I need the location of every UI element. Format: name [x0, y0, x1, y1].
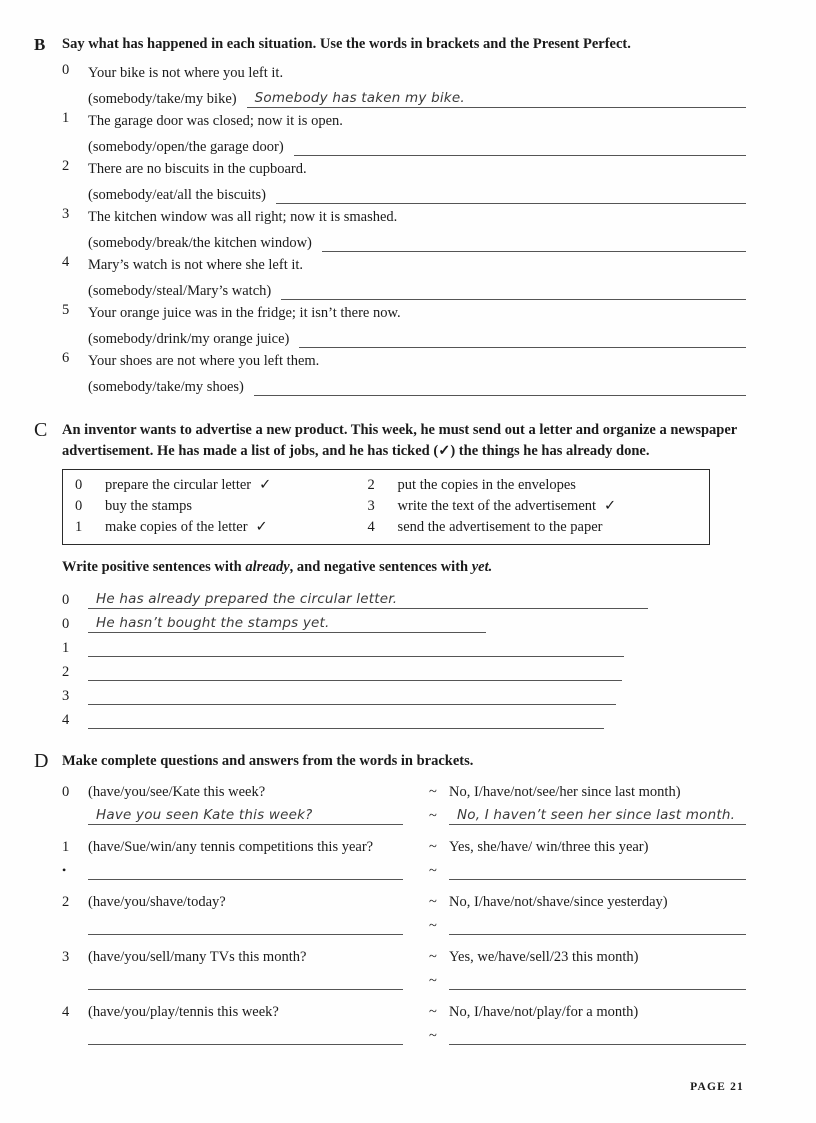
- item-number: 4: [62, 254, 70, 270]
- prompt-text: (somebody/take/my bike): [88, 91, 237, 107]
- tick-icon: ✓: [604, 498, 617, 514]
- answer-answer-line[interactable]: [449, 971, 746, 990]
- situation-text: Your bike is not where you left it.: [88, 65, 284, 81]
- handwritten-answer: He hasn’t bought the stamps yet.: [96, 615, 330, 631]
- item-marker: •: [62, 863, 67, 877]
- answer-line[interactable]: [88, 590, 648, 609]
- tick-icon: ✓: [259, 477, 272, 493]
- item-number: 0: [62, 784, 70, 800]
- situation-text: The garage door was closed; now it is open.: [88, 113, 343, 129]
- checklist-item: [69, 475, 362, 496]
- answer-line[interactable]: [88, 614, 486, 633]
- section-b-instruction: Say what has happened in each situation. Use the words in brackets and the Present Perfect.: [62, 36, 631, 52]
- tilde-separator: ~: [429, 973, 437, 989]
- prompt-text: (somebody/break/the kitchen window): [88, 235, 312, 251]
- question-prompt: (have/you/see/Kate this week?: [88, 784, 266, 800]
- tilde-separator: ~: [429, 1028, 437, 1044]
- section-c-letter: C: [34, 419, 48, 441]
- handwritten-answer: Have you seen Kate this week?: [96, 807, 313, 823]
- answer-row: [62, 633, 746, 657]
- item-number: 0: [62, 592, 70, 608]
- answer-line[interactable]: [276, 185, 746, 204]
- exercise-item: [62, 110, 746, 156]
- prompt-text: (somebody/steal/Mary’s watch): [88, 283, 272, 299]
- checklist-item: [362, 517, 705, 538]
- item-number: 1: [62, 110, 70, 126]
- tick-icon: ✓: [255, 519, 268, 535]
- page-footer: PAGE 21: [690, 1081, 744, 1093]
- checklist-item: [69, 496, 362, 517]
- question-prompt: (have/you/shave/today?: [88, 894, 226, 910]
- qa-item: [62, 999, 746, 1045]
- qa-item: [62, 779, 746, 825]
- tilde-separator: ~: [429, 839, 437, 855]
- write-instruction-part: Write positive sentences with: [62, 559, 246, 575]
- exercise-item: [62, 350, 746, 396]
- tilde-separator: ~: [429, 1004, 437, 1020]
- question-prompt: (have/you/sell/many TVs this month?: [88, 949, 307, 965]
- answer-row: [62, 585, 746, 609]
- section-c-write-instruction: [62, 557, 746, 578]
- answer-answer-line[interactable]: [449, 1026, 746, 1045]
- answer-prompt: No, I/have/not/shave/since yesterday): [449, 894, 668, 910]
- section-c: [34, 420, 746, 729]
- situation-text: There are no biscuits in the cupboard.: [88, 161, 307, 177]
- answer-prompt: Yes, we/have/sell/23 this month): [449, 949, 639, 965]
- tilde-separator: ~: [429, 784, 437, 800]
- question-answer-line[interactable]: [88, 861, 403, 880]
- item-number: 3: [62, 688, 70, 704]
- item-number: 1: [62, 640, 70, 656]
- checklist-text: put the copies in the envelopes: [397, 477, 576, 493]
- handwritten-answer: No, I haven’t seen her since last month.: [457, 807, 736, 823]
- exercise-item: [62, 254, 746, 300]
- answer-line[interactable]: [322, 233, 746, 252]
- item-number: 0: [75, 498, 83, 514]
- item-number: 3: [62, 206, 70, 222]
- qa-item: [62, 944, 746, 990]
- answer-line[interactable]: [88, 638, 624, 657]
- write-instruction-part: , and negative sentences with: [289, 559, 472, 575]
- prompt-text: (somebody/eat/all the biscuits): [88, 187, 266, 203]
- item-number: 4: [62, 712, 70, 728]
- answer-row: [62, 609, 746, 633]
- answer-answer-line[interactable]: [449, 861, 746, 880]
- tick-icon: [603, 517, 611, 538]
- checklist-text: write the text of the advertisement: [397, 498, 597, 514]
- checklist-text: buy the stamps: [105, 498, 192, 514]
- item-number: 0: [75, 477, 83, 493]
- item-number: 2: [367, 477, 375, 493]
- checklist-text: prepare the circular letter: [105, 477, 252, 493]
- section-b-letter: B: [34, 35, 46, 54]
- item-number: 3: [62, 949, 70, 965]
- exercise-item: [62, 62, 746, 108]
- question-answer-line[interactable]: [88, 806, 403, 825]
- section-d-instruction: Make complete questions and answers from the words in brackets.: [62, 753, 474, 769]
- tilde-separator: ~: [429, 808, 437, 824]
- answer-row: [62, 705, 746, 729]
- answer-line[interactable]: [88, 686, 616, 705]
- answer-line[interactable]: [88, 662, 622, 681]
- question-prompt: (have/you/play/tennis this week?: [88, 1004, 279, 1020]
- item-number: 3: [367, 498, 375, 514]
- answer-line[interactable]: [294, 137, 746, 156]
- item-number: 0: [62, 616, 70, 632]
- keyword-yet: yet.: [471, 559, 493, 575]
- prompt-text: (somebody/take/my shoes): [88, 379, 244, 395]
- job-checklist: [62, 469, 710, 545]
- section-d-letter: D: [34, 750, 49, 772]
- tilde-separator: ~: [429, 918, 437, 934]
- item-number: 4: [367, 519, 375, 535]
- keyword-already: already: [245, 559, 290, 575]
- answer-line[interactable]: [254, 377, 746, 396]
- situation-text: Your shoes are not where you left them.: [88, 353, 320, 369]
- item-number: 6: [62, 350, 70, 366]
- answer-prompt: No, I/have/not/see/her since last month): [449, 784, 681, 800]
- handwritten-answer: Somebody has taken my bike.: [254, 90, 465, 106]
- item-number: 0: [62, 62, 70, 78]
- checklist-text: send the advertisement to the paper: [397, 519, 603, 535]
- exercise-item: [62, 158, 746, 204]
- situation-text: The kitchen window was all right; now it is smashed.: [88, 209, 398, 225]
- situation-text: Mary’s watch is not where she left it.: [88, 257, 304, 273]
- item-number: 1: [75, 519, 83, 535]
- answer-answer-line[interactable]: [449, 916, 746, 935]
- question-answer-line[interactable]: [88, 971, 403, 990]
- answer-answer-line[interactable]: [449, 806, 746, 825]
- tilde-separator: ~: [429, 863, 437, 879]
- prompt-text: (somebody/open/the garage door): [88, 139, 284, 155]
- answer-prompt: No, I/have/not/play/for a month): [449, 1004, 639, 1020]
- answer-prompt: Yes, she/have/ win/three this year): [449, 839, 649, 855]
- checklist-item: [69, 517, 362, 538]
- qa-item: [62, 834, 746, 880]
- checklist-item: [362, 496, 705, 517]
- item-number: 4: [62, 1004, 70, 1020]
- handwritten-answer: He has already prepared the circular letter.: [96, 591, 398, 607]
- answer-line[interactable]: [281, 281, 746, 300]
- question-answer-line[interactable]: [88, 916, 403, 935]
- item-number: 2: [62, 894, 70, 910]
- answer-line[interactable]: [88, 710, 604, 729]
- item-number: 1: [62, 839, 70, 855]
- item-number: 2: [62, 664, 70, 680]
- section-c-instruction: An inventor wants to advertise a new product. This week, he must send out a letter and organize a newspaper advertisement. He has made a list of jobs, and he has ticked (✓) the things he has already done.: [62, 422, 737, 459]
- tilde-separator: ~: [429, 949, 437, 965]
- question-answer-line[interactable]: [88, 1026, 403, 1045]
- section-d: [34, 751, 746, 1054]
- checklist-item: [362, 475, 705, 496]
- exercise-item: [62, 302, 746, 348]
- answer-row: [62, 681, 746, 705]
- checklist-text: make copies of the letter: [105, 519, 248, 535]
- situation-text: Your orange juice was in the fridge; it isn’t there now.: [88, 305, 401, 321]
- item-number: 5: [62, 302, 70, 318]
- answer-line[interactable]: [247, 89, 746, 108]
- exercise-item: [62, 206, 746, 252]
- question-prompt: (have/Sue/win/any tennis competitions this year?: [88, 839, 374, 855]
- item-number: 2: [62, 158, 70, 174]
- answer-row: [62, 657, 746, 681]
- qa-item: [62, 889, 746, 935]
- tilde-separator: ~: [429, 894, 437, 910]
- answer-line[interactable]: [299, 329, 746, 348]
- section-b: [34, 34, 746, 398]
- tick-icon: [576, 475, 584, 496]
- prompt-text: (somebody/drink/my orange juice): [88, 331, 290, 347]
- tick-icon: [192, 496, 200, 517]
